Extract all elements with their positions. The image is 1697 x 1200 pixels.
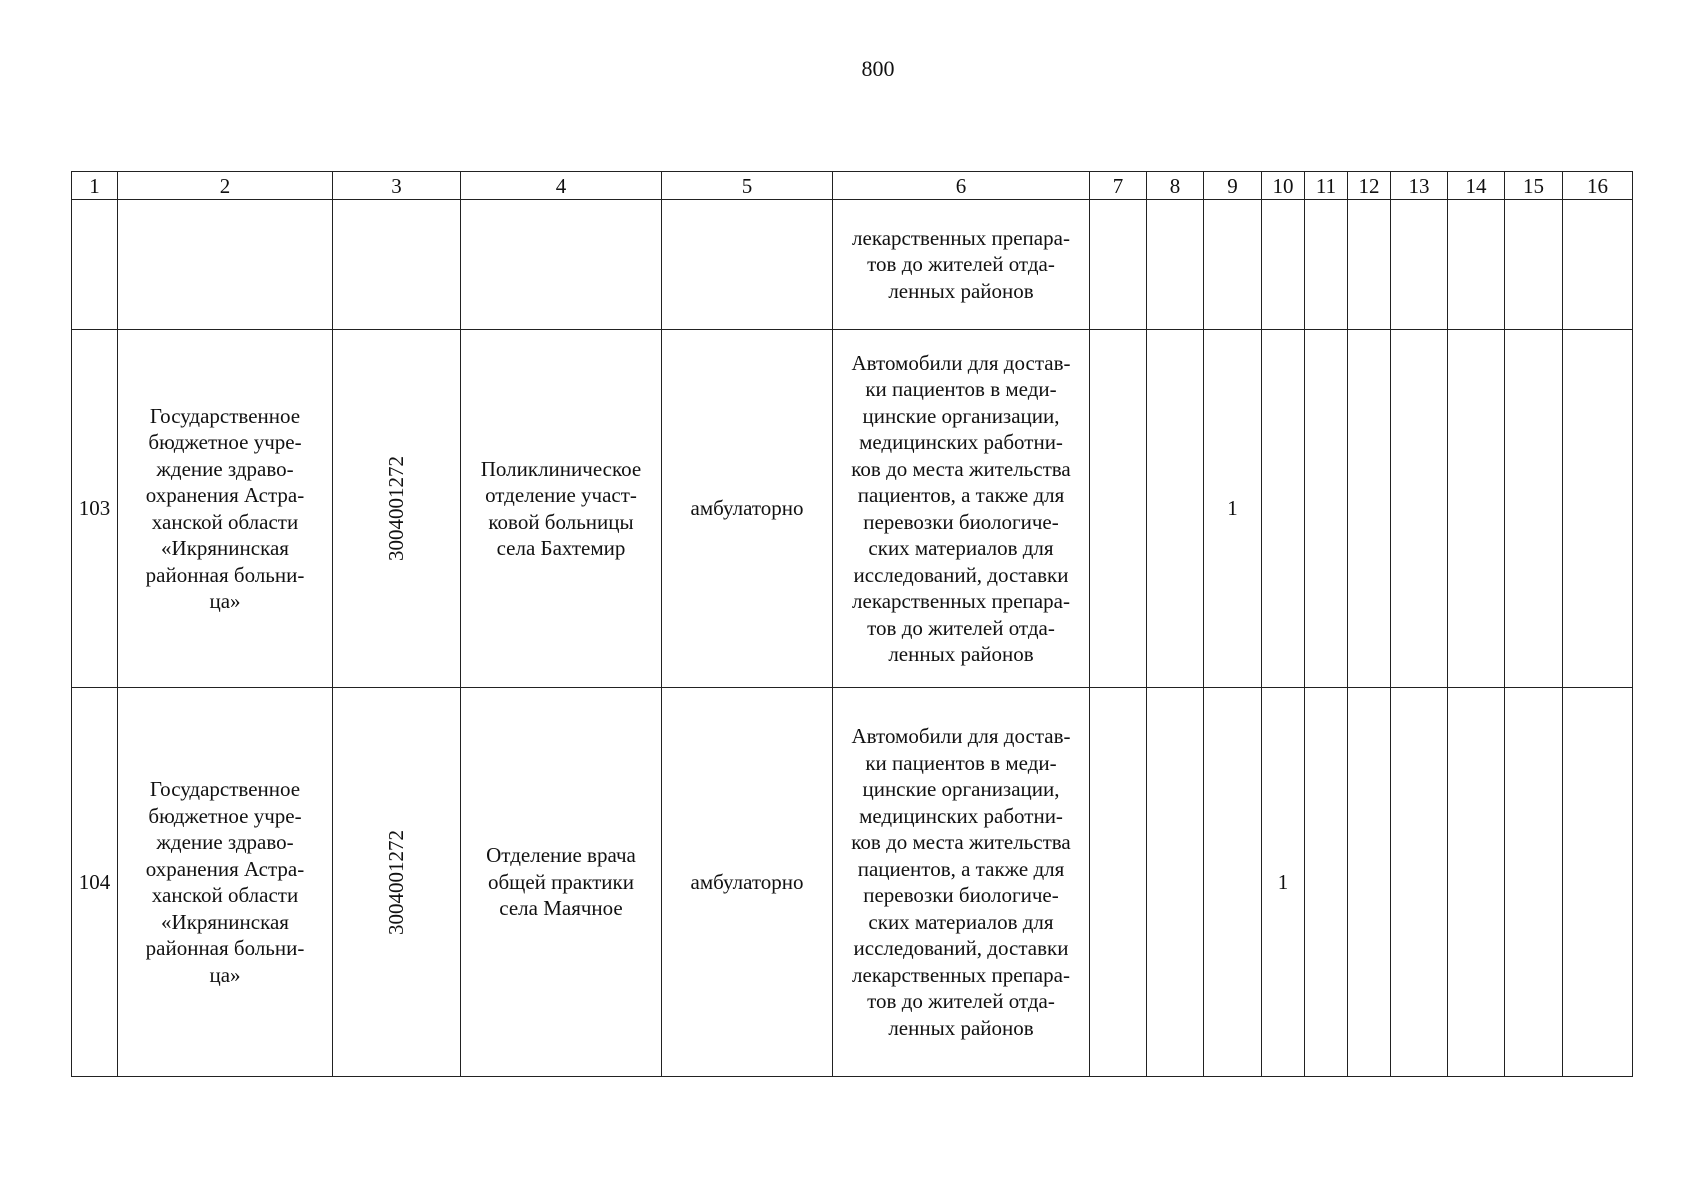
column-header: 10	[1262, 172, 1305, 200]
value-cell	[1147, 688, 1204, 1077]
table-cell	[461, 200, 662, 330]
value-cell	[1090, 688, 1147, 1077]
column-header: 11	[1305, 172, 1348, 200]
table-cell	[662, 200, 833, 330]
column-header: 3	[333, 172, 461, 200]
purpose-text: Автомобили для достав- ки пациентов в меди- цинские организации, медицинских работни- ков до места жительства пациентов, а также для перевозки биологиче- ских материалов для исследований, доставки лекарственных препара- тов до жителей отда- ленных районов	[851, 724, 1071, 1040]
table-row	[72, 688, 1633, 1077]
column-header: 4	[461, 172, 662, 200]
value-cell: 1	[1262, 688, 1305, 1077]
purpose-text: лекарственных препара- тов до жителей отда- ленных районов	[852, 225, 1070, 303]
table-cell	[1505, 200, 1563, 330]
value-cell	[1147, 330, 1204, 688]
table-cell	[1448, 200, 1505, 330]
table-cell	[1305, 200, 1348, 330]
table-cell	[333, 200, 461, 330]
value-cell	[1563, 330, 1633, 688]
table-cell	[1204, 200, 1262, 330]
value-cell	[1090, 330, 1147, 688]
table-cell	[1262, 200, 1305, 330]
unit-text: Поликлиническое отделение участ- ковой больницы села Бахтемир	[480, 456, 642, 560]
unit-cell	[461, 688, 662, 1077]
purpose-cell	[833, 330, 1090, 688]
inn-text: 3004001272	[384, 829, 409, 935]
value-cell	[1505, 688, 1563, 1077]
column-header: 5	[662, 172, 833, 200]
value-cell	[1391, 330, 1448, 688]
column-header: 7	[1090, 172, 1147, 200]
row-number-cell: 103	[72, 330, 118, 688]
value-cell	[1262, 330, 1305, 688]
purpose-cell	[833, 200, 1090, 330]
column-header: 8	[1147, 172, 1204, 200]
organization-cell	[118, 688, 333, 1077]
value-cell	[1348, 688, 1391, 1077]
column-header: 2	[118, 172, 333, 200]
column-header: 12	[1348, 172, 1391, 200]
column-header: 16	[1563, 172, 1633, 200]
column-header: 1	[72, 172, 118, 200]
table-cell	[1090, 200, 1147, 330]
vehicle-allocation-table	[71, 171, 1633, 1077]
column-header: 6	[833, 172, 1090, 200]
table-cell	[118, 200, 333, 330]
column-number-row	[72, 172, 1633, 200]
purpose-cell	[833, 688, 1090, 1077]
inn-text: 3004001272	[384, 456, 409, 561]
table-cell	[1391, 200, 1448, 330]
inn-cell	[333, 688, 461, 1077]
table-cell	[1348, 200, 1391, 330]
care-type-cell: амбулаторно	[662, 330, 833, 688]
table-row	[72, 330, 1633, 688]
value-cell	[1305, 330, 1348, 688]
column-header: 9	[1204, 172, 1262, 200]
unit-cell	[461, 330, 662, 688]
value-cell	[1505, 330, 1563, 688]
column-header: 13	[1391, 172, 1448, 200]
table-cell	[1563, 200, 1633, 330]
column-header: 15	[1505, 172, 1563, 200]
table-cell	[1147, 200, 1204, 330]
column-header: 14	[1448, 172, 1505, 200]
organization-text: Государственное бюджетное учре- ждение здраво- охранения Астра- ханской области «Икрянинская районная больни- ца»	[145, 403, 305, 613]
inn-cell	[333, 330, 461, 688]
value-cell: 1	[1204, 330, 1262, 688]
unit-text: Отделение врача общей практики села Маячное	[486, 843, 636, 921]
organization-cell	[118, 330, 333, 688]
continuation-row	[72, 200, 1633, 330]
value-cell	[1204, 688, 1262, 1077]
page-number: 800	[861, 56, 895, 81]
value-cell	[1305, 688, 1348, 1077]
value-cell	[1348, 330, 1391, 688]
care-type-cell: амбулаторно	[662, 688, 833, 1077]
value-cell	[1448, 688, 1505, 1077]
value-cell	[1448, 330, 1505, 688]
purpose-text: Автомобили для достав- ки пациентов в меди- цинские организации, медицинских работни- ков до места жительства пациентов, а также для перевозки биологиче- ских материалов для исследований, доставки лекарственных препара- тов до жителей отда- ленных районов	[851, 350, 1071, 666]
table-cell	[72, 200, 118, 330]
value-cell	[1391, 688, 1448, 1077]
row-number-cell: 104	[72, 688, 118, 1077]
organization-text: Государственное бюджетное учре- ждение здраво- охранения Астра- ханской области «Икрянинская районная больни- ца»	[145, 777, 305, 987]
value-cell	[1563, 688, 1633, 1077]
